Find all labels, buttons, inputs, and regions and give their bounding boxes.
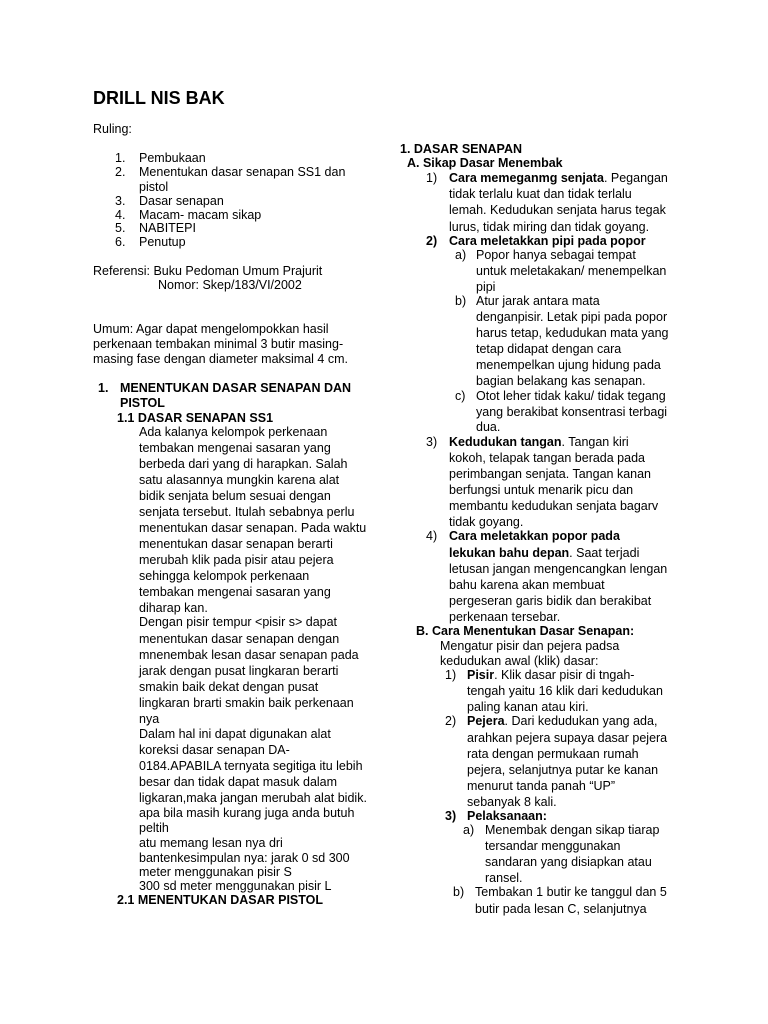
list-item: Pembukaan xyxy=(139,151,206,165)
subsection-heading: A. Sikap Dasar Menembak xyxy=(407,156,563,170)
text-line: diharap kan. xyxy=(139,601,208,615)
text-line: masing fase dengan diameter maksimal 4 cm. xyxy=(93,352,348,366)
list-item-number: 1) xyxy=(445,668,457,682)
text-line: kokoh, telapak tangan berada pada xyxy=(449,451,645,465)
text-line: bagian belakang kas senapan. xyxy=(476,374,646,388)
text-line: merubah klik pada pisir atau pejera xyxy=(139,553,334,567)
text-line: menurut tanda panah “UP” xyxy=(467,779,616,793)
text-line: perimbangan senjata. Tangan kanan xyxy=(449,467,652,481)
text-line: kedudukan awal (klik) dasar: xyxy=(440,654,599,668)
text-line: satu alasannya mungkin karena alat xyxy=(139,473,340,487)
list-item-number: a) xyxy=(463,823,475,837)
text-line: sandaran yang disiapkan atau xyxy=(485,855,652,869)
text-line: pergeseran garis bidik dan berakibat xyxy=(449,594,652,608)
text-line: Ada kalanya kelompok perkenaan xyxy=(139,425,328,439)
section-heading: 1. DASAR SENAPAN xyxy=(400,142,523,156)
ruling-label: Ruling: xyxy=(93,122,132,136)
text-line: Pisir. Klik dasar pisir di tngah- xyxy=(467,668,635,682)
list-item-number: 4. xyxy=(115,208,126,222)
list-item-number: 2) xyxy=(445,714,457,728)
text-line: menempelkan ujung hidung pada xyxy=(476,358,661,372)
text-line: Cara meletakkan pipi pada popor xyxy=(449,234,646,248)
text-line: tengah yaitu 16 klik dari kedudukan xyxy=(467,684,663,698)
text-line: menentukan dasar senapan. Pada waktu xyxy=(139,521,367,535)
text-line: tidak terlalu kuat dan tidak terlalu xyxy=(449,187,632,201)
text-line: Kedudukan tangan. Tangan kiri xyxy=(449,435,629,449)
text-line: arahkan pejera supaya dasar pejera xyxy=(467,731,668,745)
text-line: Pejera. Dari kedudukan yang ada, xyxy=(467,714,658,728)
text-line: meter menggunakan pisir S xyxy=(139,865,292,879)
list-item: Dasar senapan xyxy=(139,194,224,208)
text-line: denganpisir. Letak pipi pada popor xyxy=(476,310,668,324)
text-line: dua. xyxy=(476,420,501,434)
text-line: rata dengan permukaan rumah xyxy=(467,747,639,761)
text-line: ransel. xyxy=(485,871,523,885)
text-line: bantenkesimpulan nya: jarak 0 sd 300 xyxy=(139,851,350,865)
text-line: pipi xyxy=(476,280,496,294)
text-line: bidik senjata belum sesuai dengan xyxy=(139,489,331,503)
section-heading: MENENTUKAN DASAR SENAPAN DAN xyxy=(120,381,352,395)
list-item-number: 1. xyxy=(115,151,126,165)
text-line: lemah. Kedudukan senjata harus tegak xyxy=(449,203,666,217)
text-line: Dengan pisir tempur <pisir s> dapat xyxy=(139,615,338,629)
text-line: tembakan mengenai sasaran yang xyxy=(139,585,331,599)
text-line: perkenaan tembakan minimal 3 butir masing- xyxy=(93,337,344,351)
text-line: nya xyxy=(139,712,160,726)
text-line: smakin baik dekat dengan pusat xyxy=(139,680,319,694)
document-title: DRILL NIS BAK xyxy=(93,88,225,108)
text-line: apa bila masih kurang juga anda butuh xyxy=(139,806,355,820)
text-line: Cara meletakkan popor pada xyxy=(449,529,620,543)
text-line: tersandar menggunakan xyxy=(485,839,621,853)
text-line: Tembakan 1 butir ke tanggul dan 5 xyxy=(475,885,667,899)
list-item-number: a) xyxy=(455,248,467,262)
list-item-number: 2) xyxy=(426,234,438,248)
list-item-number: b) xyxy=(455,294,467,308)
text-line: ligkaran,maka jangan merubah alat bidik. xyxy=(139,791,367,805)
list-item-number: 2. xyxy=(115,165,126,179)
text-line: Pelaksanaan: xyxy=(467,809,547,823)
list-item-number: c) xyxy=(455,389,466,403)
section-heading: PISTOL xyxy=(120,396,165,410)
text-line: peltih xyxy=(139,821,169,835)
text-line: Atur jarak antara mata xyxy=(476,294,600,308)
text-line: besar dan tidak dapat masuk dalam xyxy=(139,775,338,789)
list-item: Macam- macam sikap xyxy=(139,208,262,222)
list-item-number: 3. xyxy=(115,194,126,208)
text-line: letusan jangan mengencangkan lengan xyxy=(449,562,668,576)
text-line: Umum: Agar dapat mengelompokkan hasil xyxy=(93,322,329,336)
text-line: tidak goyang. xyxy=(449,515,524,529)
text-line: tembakan mengenai sasaran yang xyxy=(139,441,331,455)
list-item-number: 5. xyxy=(115,221,126,235)
text-line: mnenembak lesan dasar senapan pada xyxy=(139,648,359,662)
subsection-heading: B. Cara Menentukan Dasar Senapan: xyxy=(416,624,635,638)
text-line: yang berakibat konsentrasi terbagi xyxy=(476,405,668,419)
referensi-line: Nomor: Skep/183/VI/2002 xyxy=(158,278,302,292)
text-line: membantu kedudukan senjata bagarv xyxy=(449,499,659,513)
text-line: lurus, tidak miring dan tidak goyang. xyxy=(449,220,650,234)
text-line: harus tetap, kedudukan mata yang xyxy=(476,326,669,340)
subsection-heading: 2.1 MENENTUKAN DASAR PISTOL xyxy=(117,893,324,907)
text-line: butir pada lesan C, selanjutnya xyxy=(475,902,647,916)
text-line: paling kanan atau kiri. xyxy=(467,700,589,714)
text-line: senjata tersebut. Itulah sebabnya perlu xyxy=(139,505,355,519)
list-item-number: 3) xyxy=(445,809,457,823)
list-item-number: 6. xyxy=(115,235,126,249)
text-line: Mengatur pisir dan pejera padsa xyxy=(440,639,620,653)
text-line: atu memang lesan nya dri xyxy=(139,836,283,850)
text-line: Otot leher tidak kaku/ tidak tegang xyxy=(476,389,666,403)
text-line: tetap didapat dengan cara xyxy=(476,342,622,356)
text-line: bahu karena akan membuat xyxy=(449,578,605,592)
text-line: Cara memeganmg senjata. Pegangan xyxy=(449,171,668,185)
text-line: perkenaan tersebar. xyxy=(449,610,561,624)
text-line: sebanyak 8 kali. xyxy=(467,795,557,809)
text-line: Popor hanya sebagai tempat xyxy=(476,248,636,262)
text-line: Menembak dengan sikap tiarap xyxy=(485,823,660,837)
text-line: berbeda dari yang di harapkan. Salah xyxy=(139,457,348,471)
list-item: Penutup xyxy=(139,235,186,249)
section-number: 1. xyxy=(98,381,109,395)
text-line: 300 sd meter menggunakan pisir L xyxy=(139,879,332,893)
text-line: pejera, selanjutnya putar ke kanan xyxy=(467,763,659,777)
text-line: jarak dengan pusat lingkaran berarti xyxy=(139,664,339,678)
list-item-number: 4) xyxy=(426,529,438,543)
text-line: lekukan bahu depan. Saat terjadi xyxy=(449,546,640,560)
text-line: sehingga kelompok perkenaan xyxy=(139,569,310,583)
text-line: menentukan dasar senapan berarti xyxy=(139,537,333,551)
list-item-number: 3) xyxy=(426,435,438,449)
text-line: menentukan dasar senapan dengan xyxy=(139,632,340,646)
list-item: Menentukan dasar senapan SS1 dan xyxy=(139,165,346,179)
list-item: pistol xyxy=(139,180,169,194)
list-item-number: b) xyxy=(453,885,465,899)
list-item-number: 1) xyxy=(426,171,438,185)
text-line: 0184.APABILA ternyata segitiga itu lebih xyxy=(139,759,363,773)
list-item: NABITEPI xyxy=(139,221,196,235)
text-line: lingkaran brarti smakin baik perkenaan xyxy=(139,696,354,710)
subsection-heading: 1.1 DASAR SENAPAN SS1 xyxy=(117,411,274,425)
text-line: Dalam hal ini dapat digunakan alat xyxy=(139,727,331,741)
text-line: koreksi dasar senapan DA- xyxy=(139,743,290,757)
referensi-line: Referensi: Buku Pedoman Umum Prajurit xyxy=(93,264,323,278)
text-line: berfungsi untuk menarik picu dan xyxy=(449,483,634,497)
text-line: untuk meletakakan/ menempelkan xyxy=(476,264,667,278)
